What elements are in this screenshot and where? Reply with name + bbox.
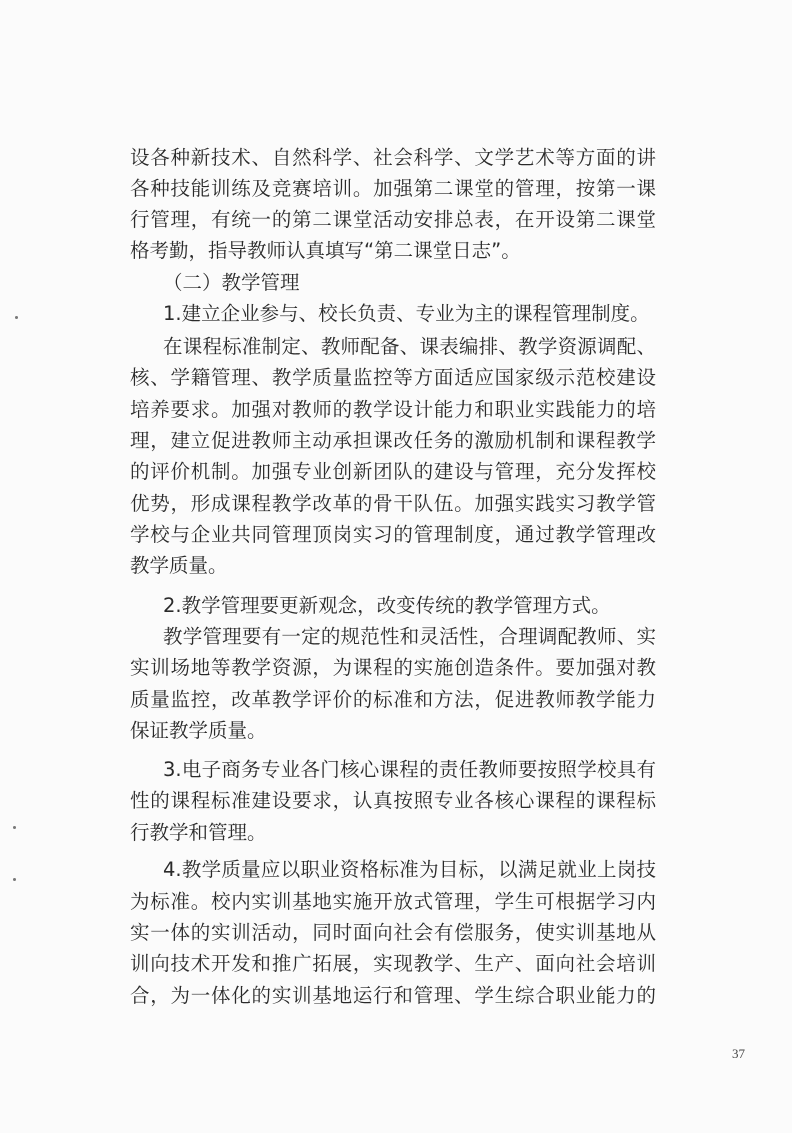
text-line: 教学质量。 [130, 554, 228, 577]
text-line: 学校与企业共同管理顶岗实习的管理制度，通过教学管理改 [130, 523, 656, 546]
text-line: 核、学籍管理、教学质量监控等方面适应国家级示范校建设 [130, 366, 656, 389]
text-line: 的评价机制。加强专业创新团队的建设与管理，充分发挥校 [130, 460, 656, 483]
scan-speck [13, 878, 16, 881]
text-line: （二）教学管理 [163, 271, 300, 294]
text-line: 行教学和管理。 [130, 821, 267, 844]
text-line: 4.教学质量应以职业资格标准为目标，以满足就业上岗技 [163, 858, 656, 881]
text-line: 性的课程标准建设要求，认真按照专业各核心课程的课程标 [130, 789, 656, 812]
scan-speck [15, 316, 18, 319]
text-line: 实训场地等教学资源，为课程的实施创造条件。要加强对教 [130, 656, 656, 679]
text-line: 培养要求。加强对教师的教学设计能力和职业实践能力的培 [130, 398, 656, 421]
text-line: 保证教学质量。 [130, 719, 267, 742]
text-line: 设各种新技术、自然科学、社会科学、文学艺术等方面的讲 [130, 146, 656, 169]
text-line: 各种技能训练及竞赛培训。加强第二课堂的管理，按第一课 [130, 177, 656, 200]
text-line: 3.电子商务专业各门核心课程的责任教师要按照学校具有 [163, 758, 656, 781]
text-line: 教学管理要有一定的规范性和灵活性，合理调配教师、实 [163, 625, 656, 648]
text-line: 训向技术开发和推广拓展，实现教学、生产、面向社会培训 [130, 952, 656, 975]
text-line: 优势，形成课程教学改革的骨干队伍。加强实践实习教学管 [130, 492, 656, 515]
text-line: 实一体的实训活动，同时面向社会有偿服务，使实训基地从 [130, 921, 656, 944]
scan-speck [13, 826, 16, 829]
text-line: 理，建立促进教师主动承担课改任务的激励机制和课程教学 [130, 429, 656, 452]
text-line: 质量监控，改革教学评价的标准和方法，促进教师教学能力 [130, 688, 656, 711]
text-line: 格考勤，指导教师认真填写“第二课堂日志”。 [130, 239, 521, 262]
text-line: 1.建立企业参与、校长负责、专业为主的课程管理制度。 [163, 302, 650, 325]
page-number: 37 [732, 1046, 745, 1061]
text-line: 为标准。校内实训基地实施开放式管理，学生可根据学习内 [130, 890, 656, 913]
text-line: 在课程标准制定、教师配备、课表编排、教学资源调配、 [163, 335, 656, 358]
text-line: 合，为一体化的实训基地运行和管理、学生综合职业能力的 [130, 984, 656, 1007]
text-line: 2.教学管理要更新观念，改变传统的教学管理方式。 [163, 594, 611, 617]
text-line: 行管理，有统一的第二课堂活动安排总表，在开设第二课堂 [130, 208, 656, 231]
